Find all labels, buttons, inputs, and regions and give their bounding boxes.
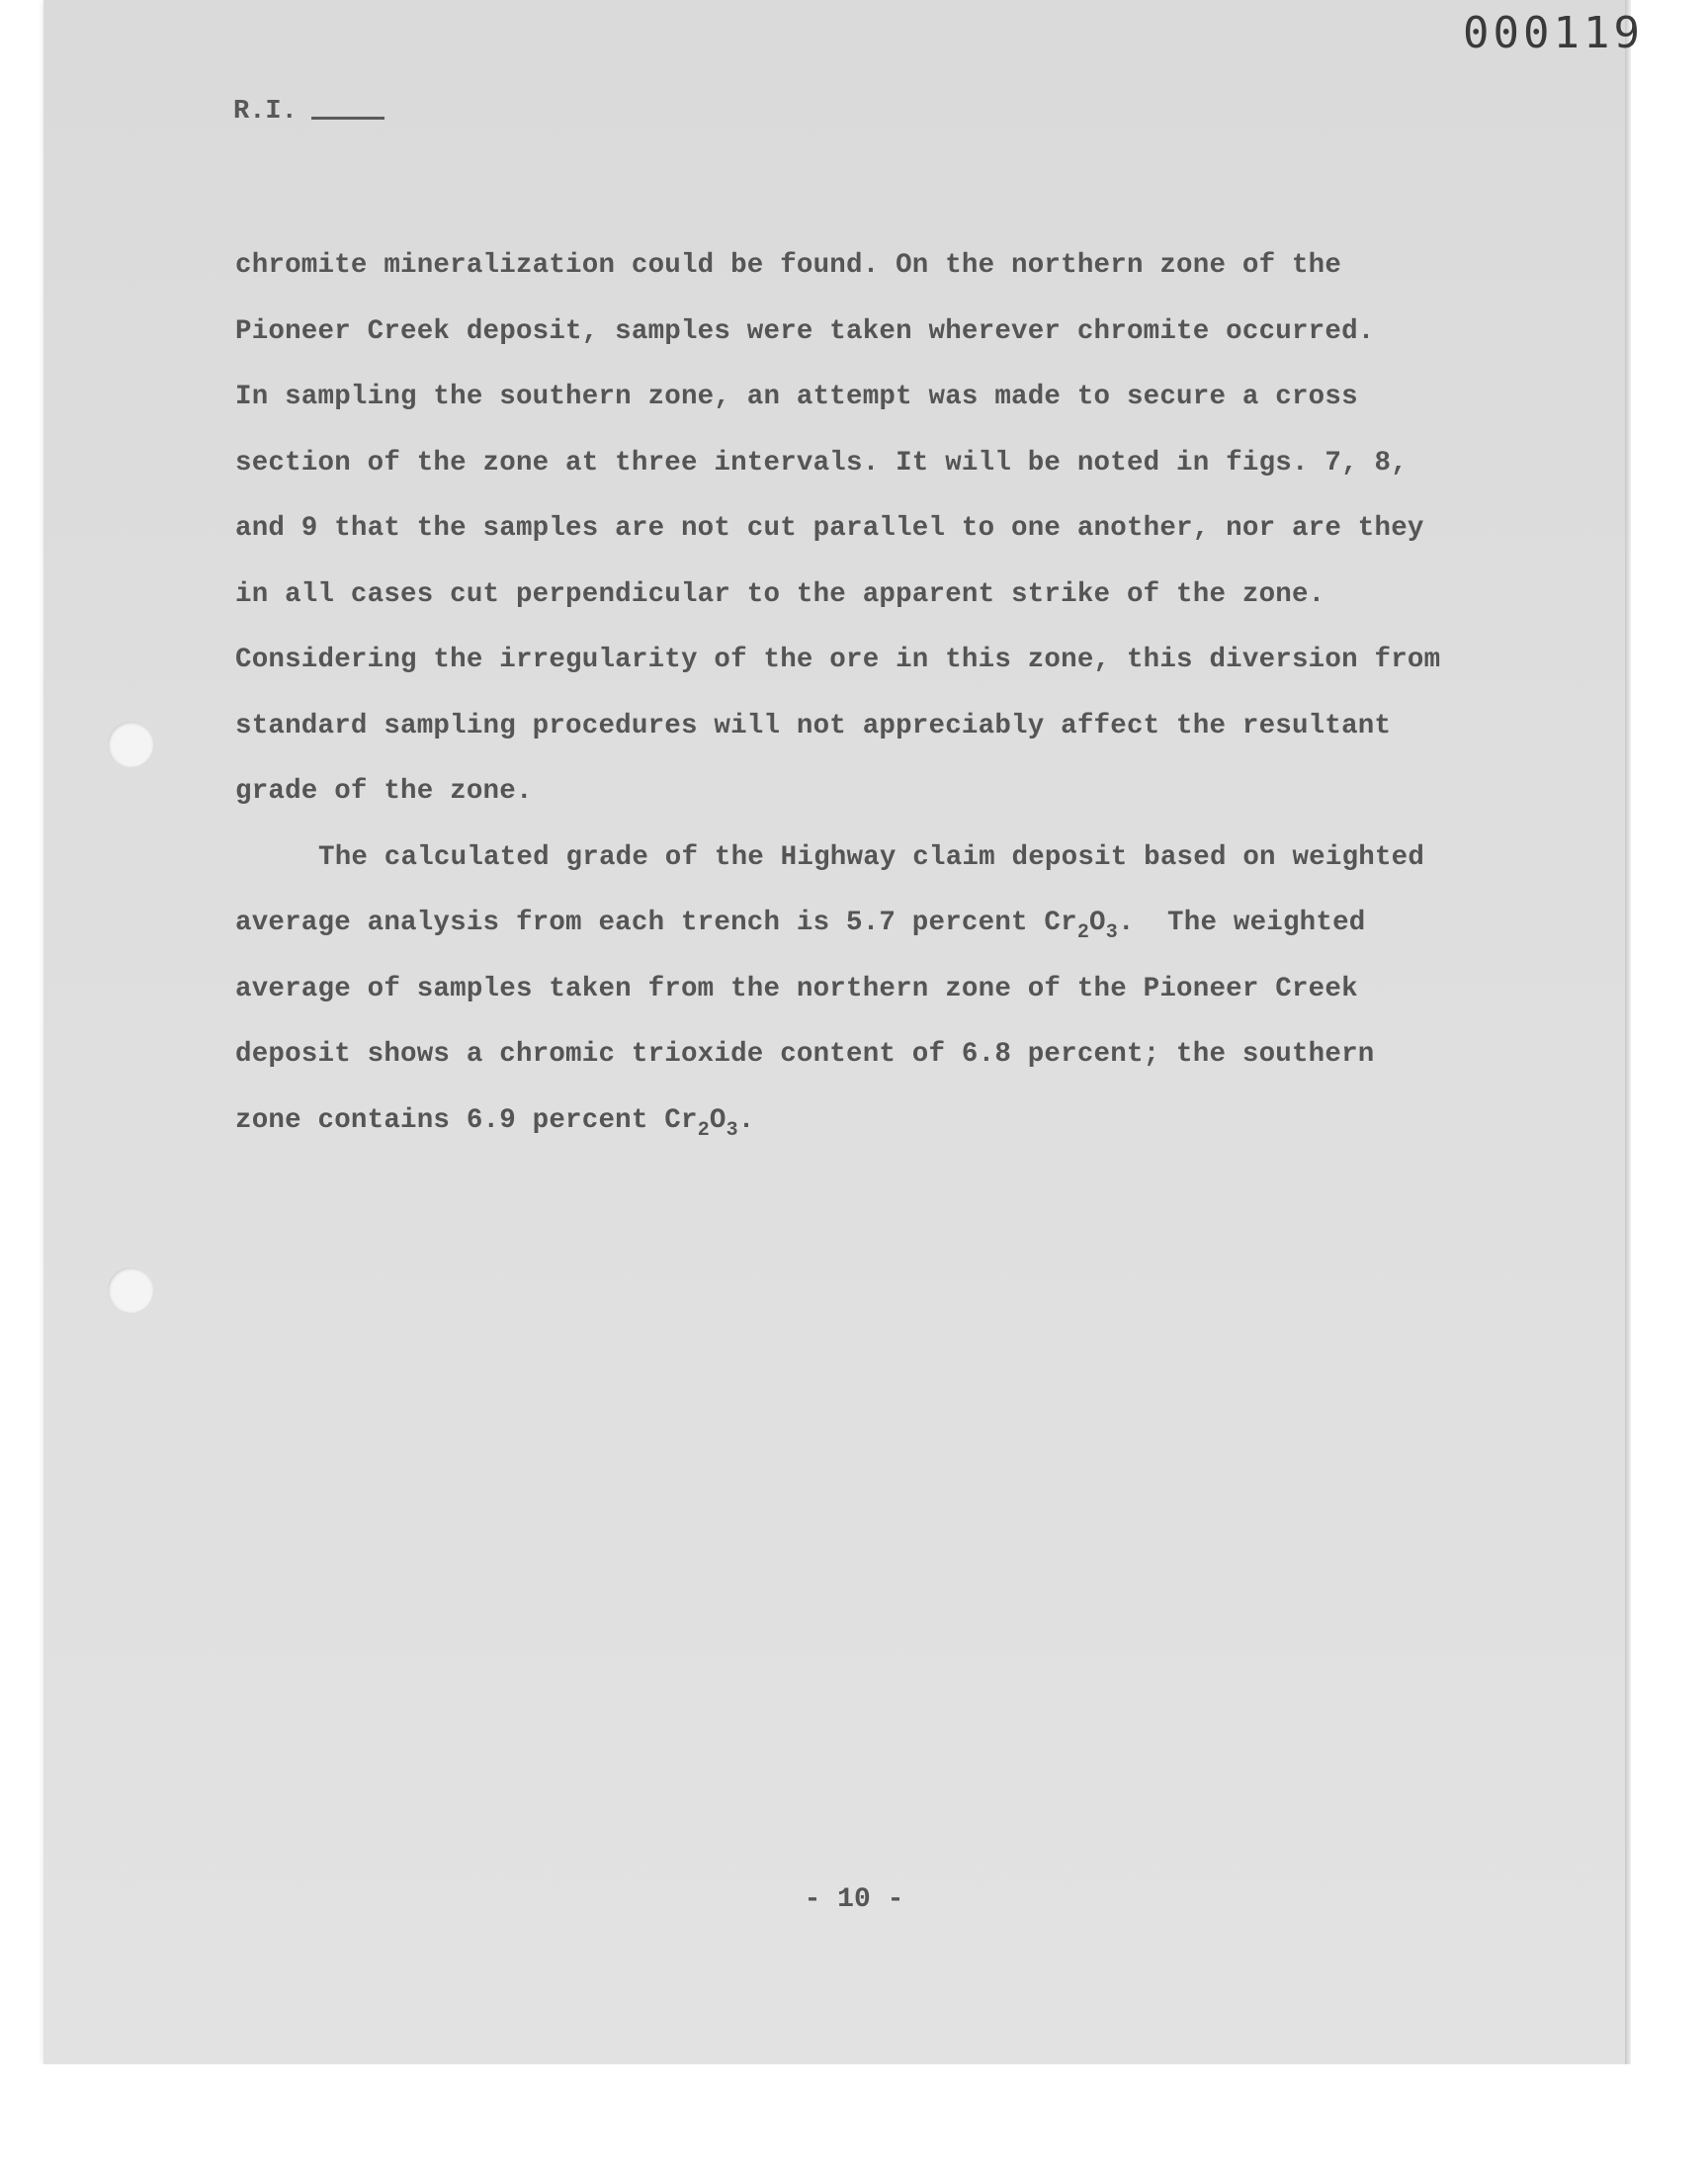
page-edge [1625, 0, 1631, 2064]
text-line: Considering the irregularity of the ore in this zone, this diversion from [235, 645, 1441, 675]
text-line: in all cases cut perpendicular to the apparent strike of the zone. [235, 578, 1325, 610]
text-segment: O [1089, 908, 1106, 938]
text-line: and 9 that the samples are not cut parallel to one another, nor are they [235, 513, 1424, 544]
text-segment: average analysis from each trench is 5.7 percent Cr [235, 908, 1077, 938]
text-line-formula [235, 891, 1481, 957]
text-line: deposit shows a chromic trioxide content of 6.8 percent; the southern [235, 1039, 1375, 1070]
text-line: In sampling the southern zone, an attempt was made to secure a cross [235, 382, 1358, 412]
punch-hole-upper [108, 722, 153, 767]
punch-hole-lower [108, 1267, 153, 1313]
text-line: section of the zone at three intervals. It will be noted in figs. 7, 8, [235, 447, 1408, 478]
scan-margin [0, 2064, 1708, 2175]
subscript: 2 [697, 1118, 710, 1142]
ri-label-text: R.I. [233, 97, 298, 127]
text-line-formula [235, 1088, 1481, 1155]
ri-blank-line [311, 117, 384, 120]
text-line: grade of the zone. [235, 776, 533, 807]
text-line: standard sampling procedures will not appreciably affect the resultant [235, 710, 1392, 741]
subscript: 3 [726, 1118, 738, 1142]
text-line: Pioneer Creek deposit, samples were taken wherever chromite occurred. [235, 315, 1375, 347]
text-segment: . [737, 1104, 755, 1136]
text-line: average of samples taken from the northern zone of the Pioneer Creek [235, 973, 1358, 1004]
body-text [235, 233, 1481, 1154]
text-segment: zone contains 6.9 percent Cr [235, 1104, 698, 1136]
paragraph-2 [235, 826, 1481, 1155]
subscript: 2 [1076, 921, 1090, 944]
page-number: - 10 - [804, 1884, 904, 1915]
subscript: 3 [1105, 921, 1118, 944]
text-line: chromite mineralization could be found. On the northern zone of the [235, 250, 1342, 281]
document-number: 000119 [1463, 8, 1644, 58]
text-segment: O [709, 1104, 726, 1136]
report-label [233, 97, 384, 127]
text-segment: . The weighted [1117, 908, 1366, 938]
text-line: The calculated grade of the Highway claim deposit based on weighted [318, 841, 1425, 873]
paragraph-1 [235, 233, 1481, 826]
